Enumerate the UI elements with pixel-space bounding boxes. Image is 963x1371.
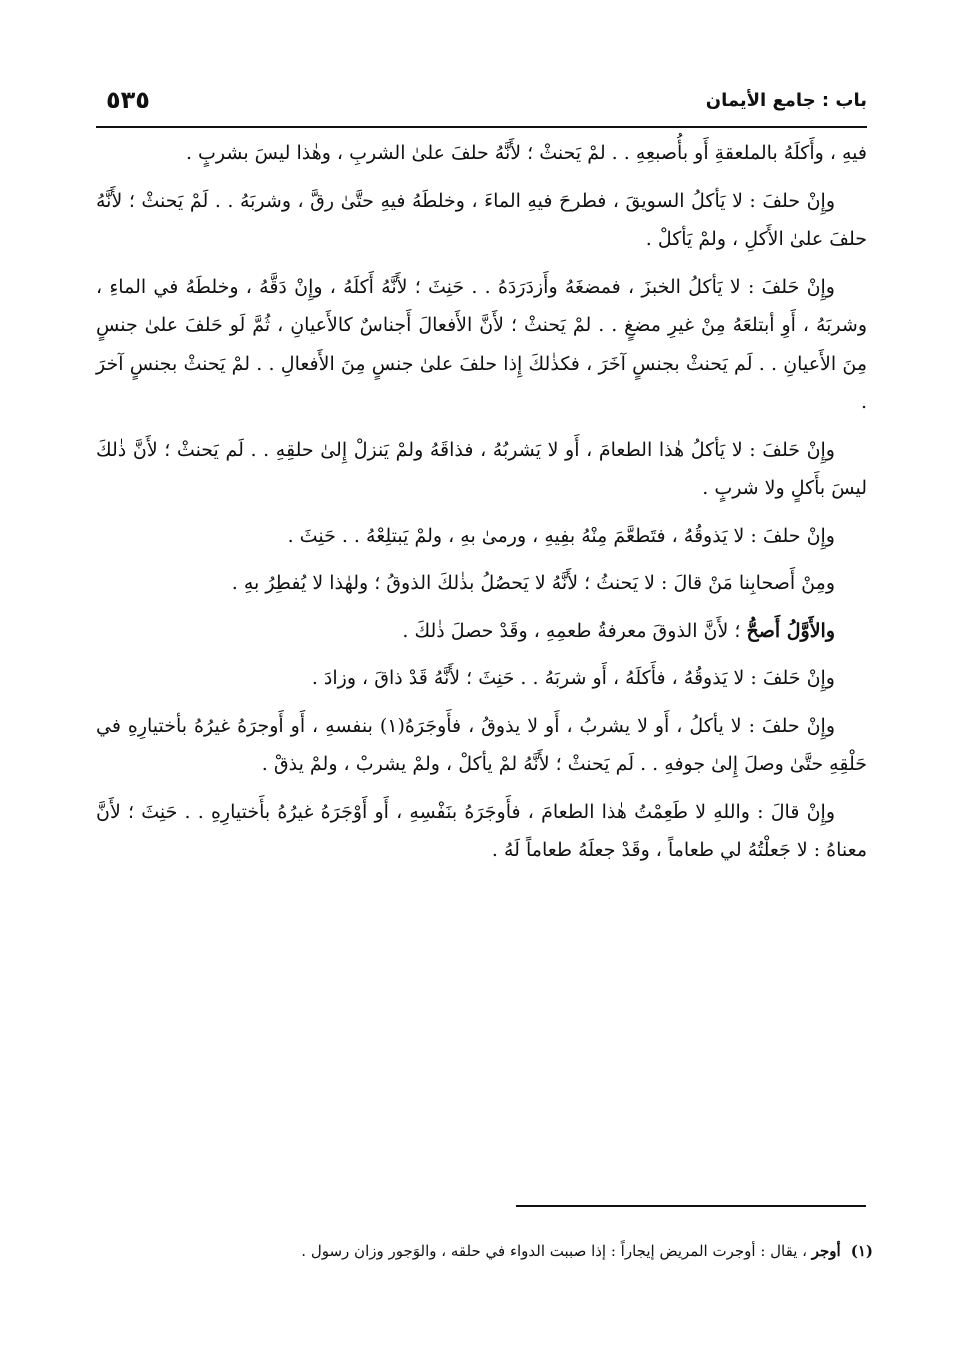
paragraph: وإِنْ حلفَ : لا يأكلُ ، أَو لا يشربُ ، أَو لا يذوقُ ، فأَوجَرَهُ(١) بنفسهِ ، أَو أَوجرَهُ غيرُهُ بأختيارِهِ في حَلْقِهِ حتَّىٰ وصلَ إِلىٰ جوفهِ . . لَم يَحنثْ ؛ لأَنَّهُ لمْ يأكلْ ، ولمْ يشربْ ، ولمْ يذقْ . [96,714,867,775]
footnote-rule [516,1205,866,1207]
page-number: ٥٣٥ [106,86,150,114]
page-header [96,84,867,124]
paragraph: وإِنْ حلفَ : لا يَأكلُ السويقَ ، فطرحَ فيهِ الماءَ ، وخلطَهُ فيهِ حتَّىٰ رقَّ ، وشربَهُ . . لَمْ يَحنثْ ؛ لأَنَّهُ حلفَ علىٰ الأَكلِ ، ولمْ يَأكلْ . [96,189,867,250]
paragraph-continuation: فيهِ ، وأَكلَهُ بالملعقةِ أَو بأُصبعِهِ . . لمْ يَحنثْ ؛ لأَنَّهُ حلفَ علىٰ الشربِ ، وهٰذا ليسَ بشربٍ . [185,142,867,164]
body-text [96,134,867,879]
footnote [96,1237,873,1265]
running-head: باب : جامع الأيمان [705,90,867,111]
footnote-number: (١) [850,1242,873,1260]
paragraph: وإِنْ حَلفَ : لا يَأكلُ الخبزَ ، فمضغَهُ وأَزدَرَدَهُ . . حَنِثَ ؛ لأَنَّهُ أَكلَهُ ، وإِنْ دَقَّهُ ، وخلطَهُ في الماءِ ، وشربَهُ ، أَوِ أبتلعَهُ مِنْ غيرِ مضغٍ . . لمْ يَحنثْ ؛ لأَنَّ الأَفعالَ أَجناسٌ كالأَعيانِ ، ثُمَّ لَو حَلفَ علىٰ جنسٍ مِنَ الأَعيانِ . . لَم يَحنثْ بجنسٍ آخَرَ ، فكذٰلكَ إِذا حلفَ علىٰ جنسٍ مِنَ الأَفعالِ . . لمْ يَحنثْ بجنسٍ آخرَ . [96,275,867,413]
paragraph: وإِنْ حلفَ : لا يَذوقُهُ ، فتَطعَّمَ مِنْهُ بفِيهِ ، ورمىٰ بهِ ، ولمْ يَبتلِعْهُ . . حَنِثَ . [287,524,835,547]
footnote-term: أوجر [811,1242,841,1260]
paragraph-lead: والأَوَّلُ أَصحُّ [746,619,835,642]
paragraph: وإِنْ حَلفَ : لا يَأكلُ هٰذا الطعامَ ، أَو لا يَشربُهُ ، فذاقَهُ ولمْ يَنزلْ إِلىٰ حلقِهِ . . لَم يَحنثْ ؛ لأَنَّ ذٰلكَ ليسَ بأَكلٍ ولا شربٍ . [96,438,867,499]
footnote-text: ، يقال : أوجرت المريض إيجاراً : إذا صببت الدواء في حلقه ، والوَجور وزان رسول . [301,1242,812,1260]
header-rule [96,126,867,128]
paragraph: ومِنْ أَصحابِنا مَنْ قالَ : لا يَحنثُ ؛ لأَنَّهُ لا يَحصُلُ بذٰلكَ الذوقُ ؛ ولهٰذا لا يُفطِرُ بهِ . [231,572,835,594]
paragraph: وإِنْ قالَ : واللهِ لا طَعِمْتُ هٰذا الطعامَ ، فأَوجَرَهُ بنَفْسِهِ ، أَو أَوْجَرَهُ غيرُهُ بأَختيارِهِ . . حَنِثَ ؛ لأَنَّ معناهُ : لا جَعلْتُهُ لي طعاماً ، وقَدْ جعلَهُ طعاماً لَهُ . [96,800,867,861]
paragraph-text: ؛ لأَنَّ الذوقَ معرفةُ طعمِهِ ، وقَدْ حصلَ ذٰلكَ . [402,619,747,642]
paragraph-with-lead [96,612,867,651]
paragraph: وإِنْ حَلفَ : لا يَذوقُهُ ، فأَكلَهُ ، أَو شربَهُ . . حَنِثَ ؛ لأَنَّهُ قَدْ ذاقَ ، وزادَ . [311,667,835,689]
